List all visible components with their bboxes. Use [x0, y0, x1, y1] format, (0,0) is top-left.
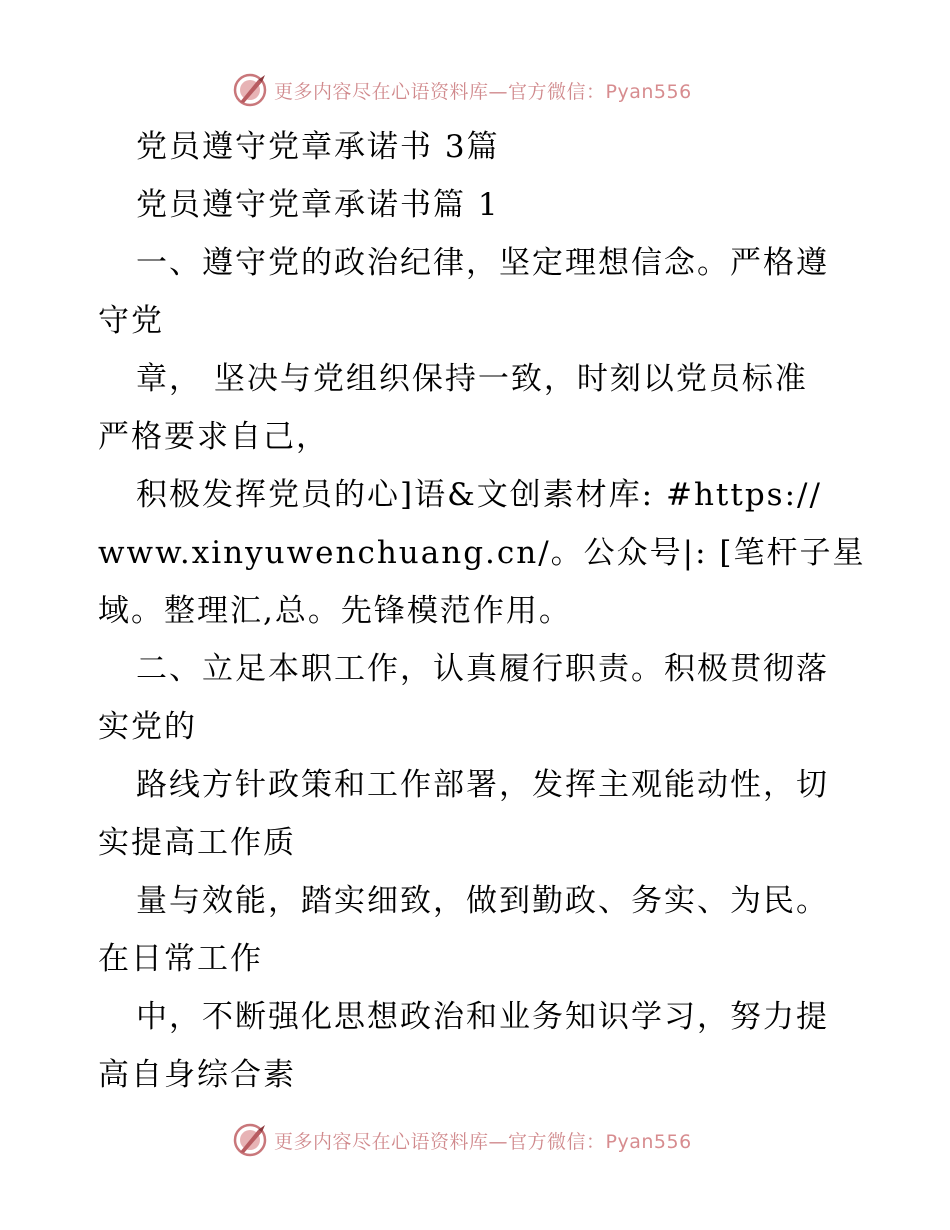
paragraph-line: 守党	[98, 303, 164, 339]
paragraph-line: 高自身综合素	[98, 1057, 296, 1093]
paragraph-line: 积极发挥党员的心]语&文创素材库: #https://	[136, 477, 822, 513]
paragraph-line: 章， 坚决与党组织保持一致，时刻以党员标准	[136, 361, 808, 397]
header-watermark	[232, 70, 692, 110]
paragraph-line: 域。整理汇,总。先锋模范作用。	[98, 593, 572, 629]
paragraph-line: 一、遵守党的政治纪律，坚定理想信念。严格遵	[136, 245, 829, 281]
paragraph-line: 量与效能，踏实细致，做到勤政、务实、为民。	[136, 883, 829, 919]
watermark-text: 更多内容尽在心语资料库—官方微信：Pyan556	[274, 1130, 692, 1153]
paragraph-line: 严格要求自己，	[98, 419, 329, 455]
doc-subtitle: 党员遵守党章承诺书篇 1	[136, 187, 500, 223]
paragraph-line: www.xinyuwenchuang.cn/。公众号|: [笔杆子星	[98, 535, 866, 571]
paragraph-line: 中，不断强化思想政治和业务知识学习，努力提	[136, 999, 829, 1035]
paragraph-line: 路线方针政策和工作部署，发挥主观能动性，切	[136, 767, 829, 803]
paragraph-line: 实提高工作质	[98, 825, 296, 861]
paragraph-line: 实党的	[98, 709, 197, 745]
paragraph-line: 二、立足本职工作，认真履行职责。积极贯彻落	[136, 651, 829, 687]
footer-watermark	[232, 1120, 692, 1160]
quill-seal-icon	[232, 72, 268, 108]
watermark-text: 更多内容尽在心语资料库—官方微信：Pyan556	[274, 80, 692, 103]
quill-seal-icon	[232, 1122, 268, 1158]
doc-title: 党员遵守党章承诺书 3篇	[136, 129, 500, 165]
paragraph-line: 在日常工作	[98, 941, 263, 977]
document-body	[98, 118, 866, 1104]
